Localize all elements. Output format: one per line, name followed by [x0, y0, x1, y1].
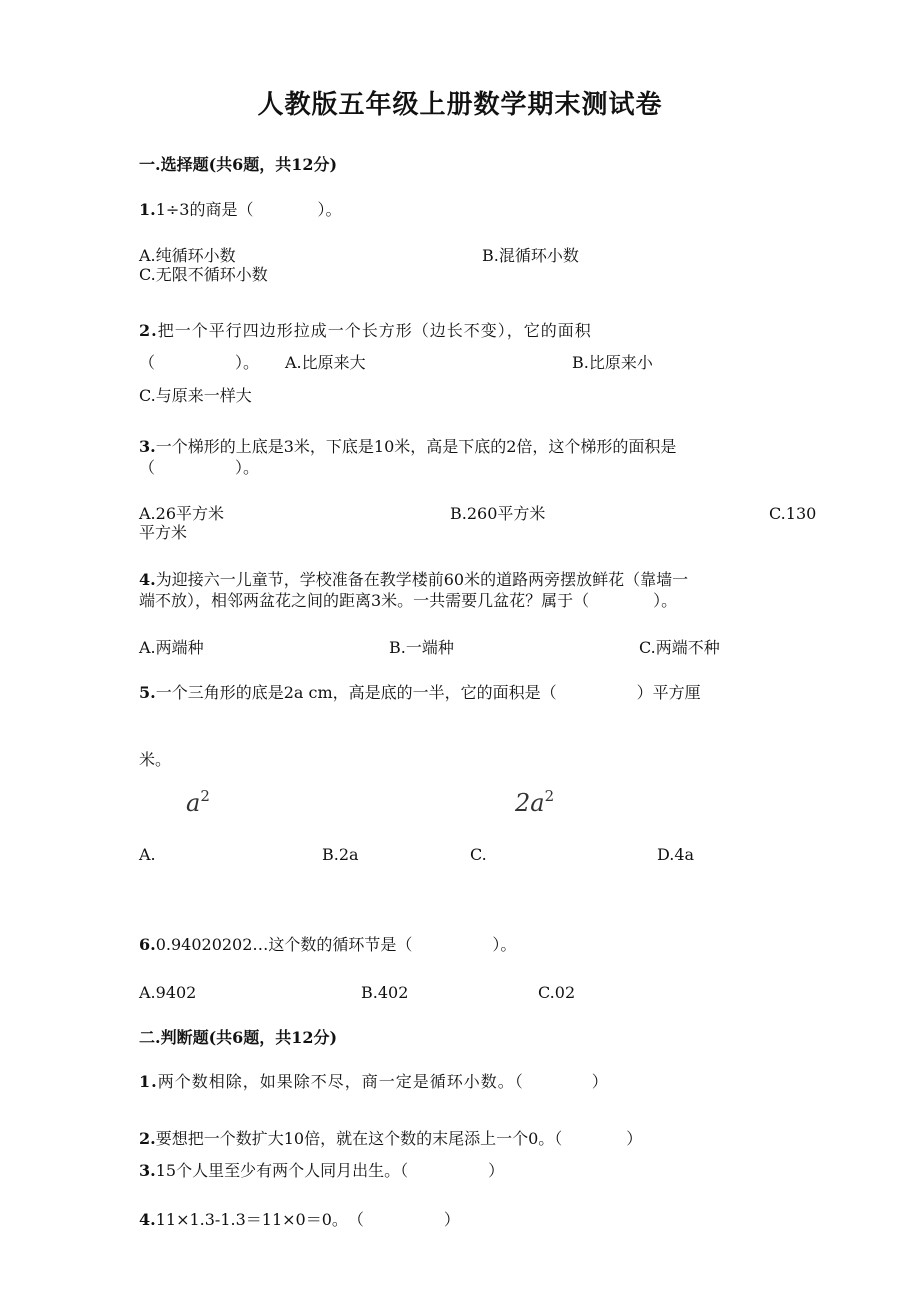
math-exponent: 2	[544, 787, 555, 805]
math-2a-squared	[515, 782, 554, 817]
option-c[interactable]: C.与原来一样大	[139, 386, 252, 405]
option-a[interactable]: A.两端种	[139, 638, 204, 657]
page-title: 人教版五年级上册数学期末测试卷	[257, 90, 663, 120]
question-1	[139, 200, 341, 220]
question-text: 两个数相除，如果除不尽，商一定是循环小数。（ ）	[157, 1072, 609, 1091]
math-a-squared	[186, 782, 210, 817]
section-heading-judgement: 二.判断题(共6题，共12分)	[139, 1028, 338, 1047]
question-number: 1.	[139, 200, 156, 219]
question-2	[139, 321, 592, 341]
option-a[interactable]: A.	[139, 845, 156, 864]
question-5	[139, 683, 701, 703]
question-text: 0.94020202…这个数的循环节是（ ）。	[155, 935, 517, 954]
math-exponent: 2	[200, 787, 210, 805]
answer-blank[interactable]: （ ）。	[139, 353, 260, 372]
answer-blank[interactable]: （ ）。	[139, 458, 260, 477]
option-c[interactable]: C.无限不循环小数	[139, 265, 268, 284]
question-text: 一个三角形的底是2a cm，高是底的一半，它的面积是（ ）平方厘	[155, 683, 701, 702]
judge-question-3	[139, 1161, 504, 1181]
judge-question-2	[139, 1129, 642, 1149]
option-b[interactable]: B.402	[361, 983, 409, 1002]
option-c[interactable]: C.02	[538, 983, 576, 1002]
option-c[interactable]: C.	[470, 845, 487, 864]
question-number: 2.	[139, 1129, 156, 1148]
question-text: 为迎接六一儿童节，学校准备在教学楼前60米的道路两旁摆放鲜花（靠墙一	[155, 570, 689, 589]
question-number: 3.	[139, 1161, 156, 1180]
option-d[interactable]: D.4a	[657, 845, 695, 864]
option-c-continued: 平方米	[139, 523, 188, 542]
option-a[interactable]: A.26平方米	[139, 504, 225, 523]
math-base: 2a	[515, 789, 545, 817]
question-text: 1÷3的商是（ ）。	[155, 200, 342, 219]
question-text: 15个人里至少有两个人同月出生。（ ）	[155, 1161, 505, 1180]
question-text-line2: 米。	[139, 750, 172, 769]
question-number: 3.	[139, 437, 156, 456]
option-b[interactable]: B.混循环小数	[482, 246, 579, 265]
question-4	[139, 570, 688, 590]
question-text: 要想把一个数扩大10倍，就在这个数的末尾添上一个0。（ ）	[155, 1129, 643, 1148]
question-text: 一个梯形的上底是3米，下底是10米，高是下底的2倍，这个梯形的面积是	[155, 437, 677, 456]
question-number: 1.	[139, 1072, 158, 1091]
option-a[interactable]: A.比原来大	[285, 353, 366, 372]
option-b[interactable]: B.比原来小	[572, 353, 653, 372]
option-b[interactable]: B.一端种	[389, 638, 454, 657]
question-number: 2.	[139, 321, 158, 340]
question-number: 6.	[139, 935, 156, 954]
option-c[interactable]: C.两端不种	[639, 638, 720, 657]
math-base: a	[186, 789, 201, 817]
question-6	[139, 935, 516, 955]
question-text-line2: 端不放），相邻两盆花之间的距离3米。一共需要几盆花？属于（ ）。	[139, 591, 678, 610]
option-b[interactable]: B.260平方米	[450, 504, 546, 523]
option-c[interactable]: C.130	[769, 504, 817, 523]
option-b[interactable]: B.2a	[322, 845, 359, 864]
question-number: 4.	[139, 1210, 156, 1229]
judge-question-1	[139, 1072, 609, 1092]
section-heading-choice: 一.选择题(共6题，共12分)	[139, 155, 338, 174]
question-text: 把一个平行四边形拉成一个长方形（边长不变），它的面积	[157, 321, 592, 340]
question-number: 5.	[139, 683, 156, 702]
option-a[interactable]: A.纯循环小数	[139, 246, 236, 265]
question-text: 11×1.3-1.3＝11×0＝0。 （ ）	[155, 1210, 460, 1229]
judge-question-4	[139, 1210, 460, 1230]
question-3	[139, 437, 676, 457]
option-a[interactable]: A.9402	[139, 983, 197, 1002]
question-number: 4.	[139, 570, 156, 589]
